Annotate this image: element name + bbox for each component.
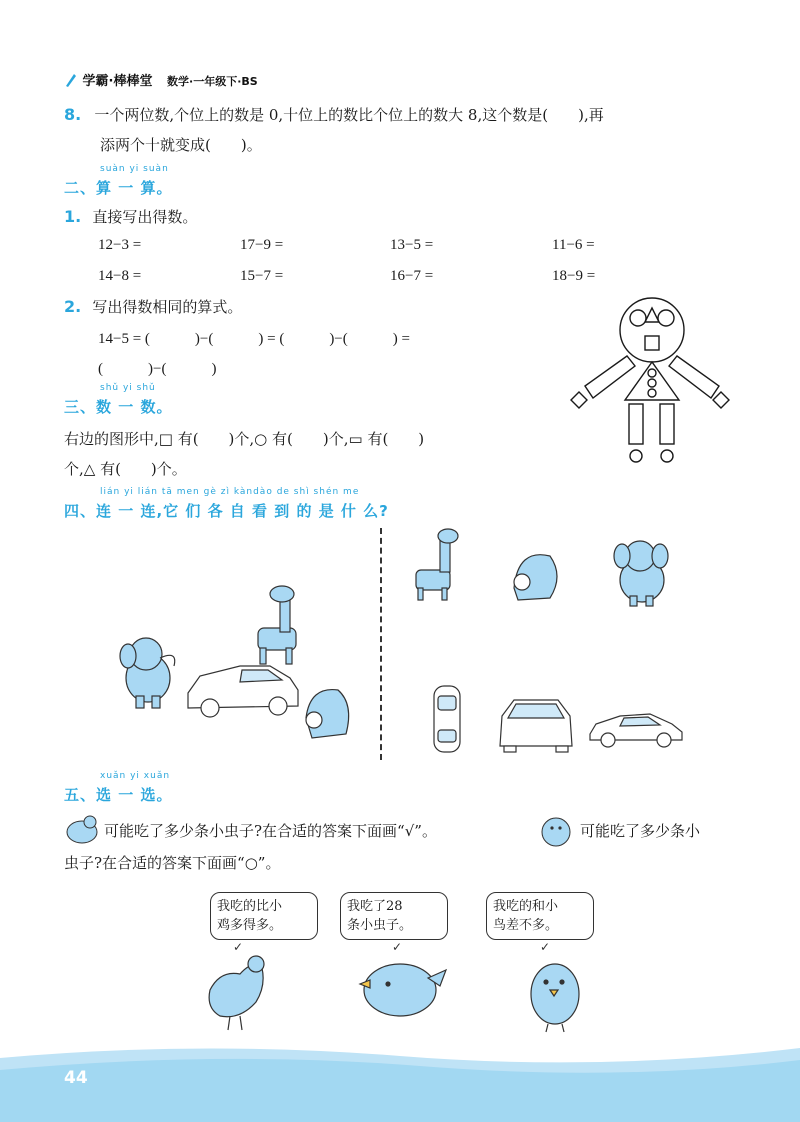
question-2-1	[64, 206, 197, 227]
expression: 15−7 =	[240, 268, 284, 284]
bird-icon	[538, 812, 574, 850]
footer-wave	[0, 1030, 800, 1122]
section-5-title: 五、选 一 选。	[64, 786, 173, 804]
section-5-line1b: 可能吃了多少条小	[580, 822, 701, 840]
answer-mark-placeholder: ✓	[233, 940, 244, 954]
bubble-line: 鸟差不多。	[493, 918, 559, 933]
question-2-1-text: 直接写出得数。	[92, 208, 198, 226]
expression: 14−8 =	[98, 268, 142, 284]
expression: 12−3 =	[98, 237, 142, 253]
hedgehog-side-icon	[514, 555, 557, 600]
characters-row	[200, 950, 600, 1035]
bubble-line: 鸡多得多。	[217, 918, 283, 933]
car-icon	[188, 666, 298, 717]
speech-bubble	[340, 892, 448, 940]
hedgehog-icon	[306, 690, 349, 738]
section-3-line2: 个,△ 有( )个。	[64, 460, 187, 478]
question-2-2-text: 写出得数相同的算式。	[92, 298, 243, 316]
section-3-pinyin: shǔ yi shǔ	[100, 383, 156, 393]
giraffe-icon	[258, 586, 296, 664]
bubble-line: 我吃了28	[347, 899, 403, 914]
car-side-view-icon	[590, 714, 682, 747]
section-5-line1a: 可能吃了多少条小虫子?在合适的答案下面画“√”。	[104, 822, 437, 840]
question-8-line2: 添两个十就变成( )。	[100, 136, 262, 154]
car-front-view-icon	[500, 700, 572, 752]
chick-icon	[64, 812, 100, 846]
expression: 13−5 =	[390, 237, 434, 253]
section-4-pinyin: lián yi lián tā men gè zì kàndào de shì shén me	[100, 487, 360, 497]
expression: 18−9 =	[552, 268, 596, 284]
elephant-icon	[120, 638, 175, 708]
expression: 16−7 =	[390, 268, 434, 284]
section-5-pinyin: xuǎn yi xuǎn	[100, 771, 171, 781]
equation-line-1: 14−5 = ( )−( ) = ( )−( ) =	[98, 331, 410, 347]
equation-line-2: ( )−( )	[98, 361, 217, 377]
section-2-pinyin: suàn yi suàn	[100, 164, 169, 174]
header-brand: 学霸·棒棒堂	[82, 74, 153, 89]
question-8-line1: 一个两位数,个位上的数是 0,十位上的数比个位上的数大 8,这个数是( ),再	[94, 106, 604, 124]
expression: 17−9 =	[240, 237, 284, 253]
answer-mark-placeholder: ✓	[392, 940, 403, 954]
pencil-logo-icon	[64, 72, 78, 88]
section-5-line2: 虫子?在合适的答案下面画“○”。	[64, 854, 281, 872]
answer-mark-placeholder: ✓	[540, 940, 551, 954]
bird-round-icon	[360, 964, 446, 1016]
bubble-line: 我吃的和小	[493, 899, 559, 914]
bubble-line: 我吃的比小	[217, 899, 283, 914]
section-3-line1: 右边的图形中,□ 有( )个,○ 有( )个,▭ 有( )	[64, 430, 425, 448]
scene-right	[410, 526, 700, 766]
question-number: 8.	[64, 105, 82, 124]
page-header	[64, 70, 258, 89]
speech-bubble	[210, 892, 318, 940]
bubble-line: 条小虫子。	[347, 918, 413, 933]
chicken-icon	[209, 956, 264, 1030]
section-2-title: 二、算 一 算。	[64, 179, 173, 197]
giraffe-side-icon	[416, 529, 458, 600]
section-3-title: 三、数 一 数。	[64, 398, 173, 416]
elephant-side-icon	[614, 541, 668, 606]
bird-upright-icon	[531, 964, 579, 1032]
question-number: 1.	[64, 207, 82, 226]
question-8	[64, 104, 604, 125]
expression: 11−6 =	[552, 237, 595, 253]
speech-bubble	[486, 892, 594, 940]
divider-dashed	[380, 528, 382, 760]
car-top-view-icon	[434, 686, 460, 752]
page-number: 44	[64, 1068, 88, 1088]
scene-left	[110, 578, 370, 750]
section-4-title: 四、连 一 连,它 们 各 自 看 到 的 是 什 么?	[64, 502, 389, 520]
question-number: 2.	[64, 297, 82, 316]
question-2-2	[64, 296, 242, 317]
shape-robot-figure	[565, 290, 740, 470]
header-subject: 数学·一年级下·BS	[167, 75, 258, 88]
